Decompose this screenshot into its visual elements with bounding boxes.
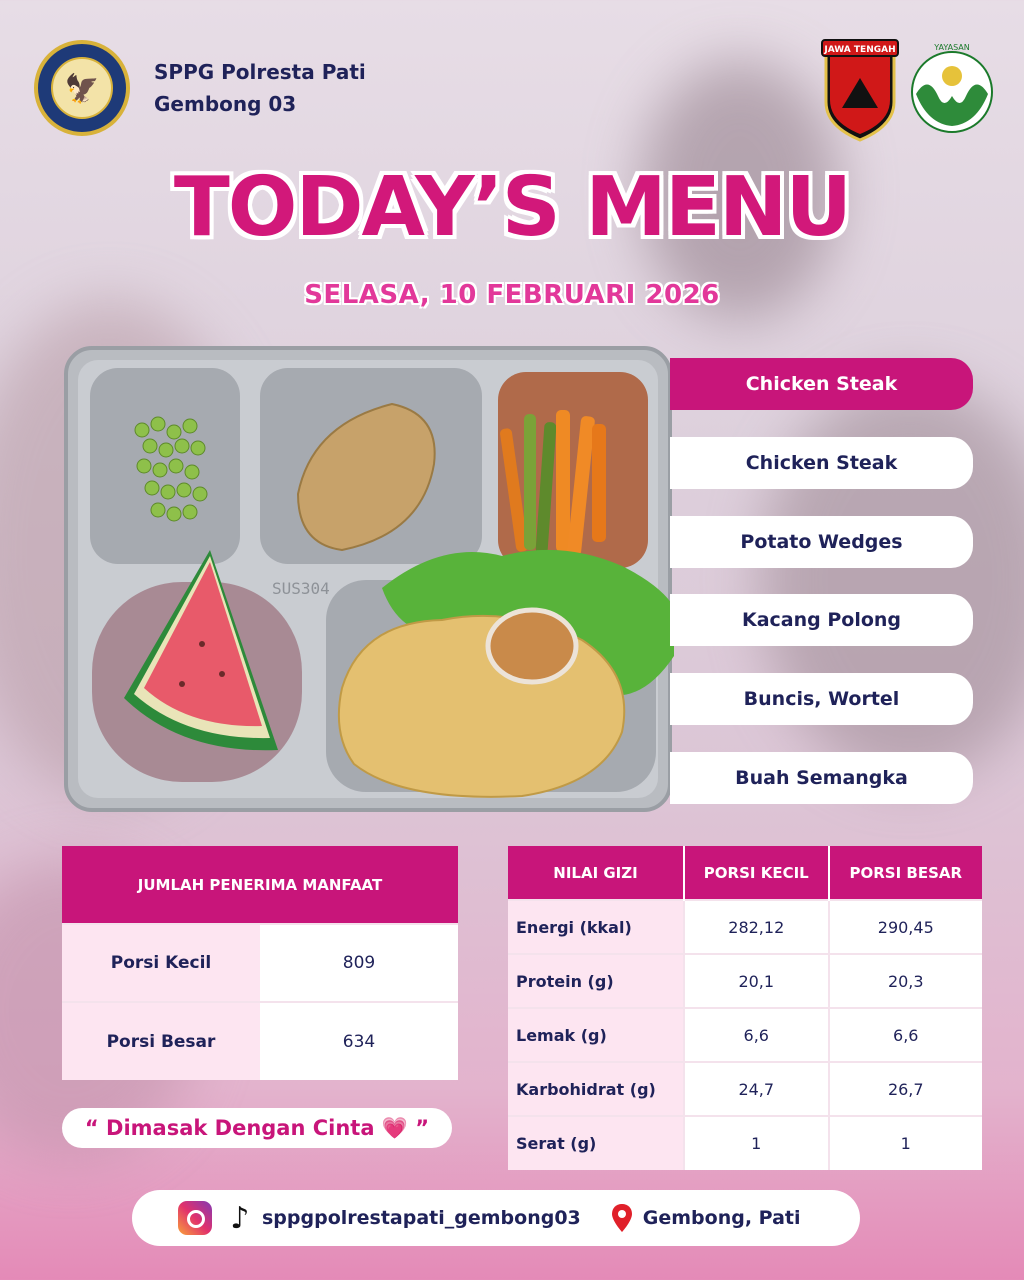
row-value: 809 — [260, 924, 458, 1002]
row-label: Porsi Besar — [62, 1002, 260, 1080]
nutrition-table — [508, 846, 982, 1170]
nutrient-small: 282,12 — [684, 900, 829, 954]
table-row — [62, 1002, 458, 1080]
table-row — [508, 1008, 982, 1062]
nutrient-label: Karbohidrat (g) — [508, 1062, 684, 1116]
table-row — [508, 954, 982, 1008]
nutrient-large: 1 — [829, 1116, 982, 1170]
garuda-emblem-icon: 🦅 — [51, 57, 113, 119]
nutrient-large: 20,3 — [829, 954, 982, 1008]
nutrient-large: 6,6 — [829, 1008, 982, 1062]
logo-text-jawa-tengah: JAWA TENGAH — [824, 45, 896, 55]
nutrient-label: Protein (g) — [508, 954, 684, 1008]
sauce-cup — [488, 610, 576, 682]
nutrition-header-label: NILAI GIZI — [508, 846, 684, 900]
nutrient-label: Serat (g) — [508, 1116, 684, 1170]
row-value: 634 — [260, 1002, 458, 1080]
jawa-tengah-police-logo — [820, 38, 900, 142]
menu-item: Potato Wedges — [670, 516, 973, 568]
logo-text-yayasan: YAYASAN — [934, 43, 970, 52]
table-row — [62, 924, 458, 1002]
menu-date: SELASA, 10 FEBRUARI 2026 — [304, 280, 720, 310]
nutrient-large: 290,45 — [829, 900, 982, 954]
menu-item: Buah Semangka — [670, 752, 973, 804]
tagline: “ Dimasak Dengan Cinta 💗 ” — [62, 1108, 452, 1148]
food-tray-photo — [62, 344, 674, 814]
location-pin-icon — [611, 1203, 633, 1233]
location-text: Gembong, Pati — [642, 1207, 801, 1229]
instagram-icon[interactable] — [178, 1201, 212, 1235]
table-row — [508, 900, 982, 954]
fried-chicken — [339, 616, 624, 797]
social-handle[interactable]: sppgpolrestapati_gembong03 — [262, 1207, 581, 1229]
tray-stamp: SUS304 — [272, 579, 330, 598]
nutrition-header-large: PORSI BESAR — [829, 846, 982, 900]
table-row — [508, 1116, 982, 1170]
page-title: TODAY’S MENU — [173, 160, 851, 255]
row-label: Porsi Kecil — [62, 924, 260, 1002]
org-name — [154, 56, 366, 120]
org-name-line1: SPPG Polresta Pati — [154, 60, 366, 84]
nutrient-small: 20,1 — [684, 954, 829, 1008]
menu-highlight: Chicken Steak — [670, 358, 973, 410]
footer-bar — [132, 1190, 860, 1246]
nutrition-header-small: PORSI KECIL — [684, 846, 829, 900]
beneficiaries-header: JUMLAH PENERIMA MANFAAT — [62, 846, 458, 924]
nutrient-small: 24,7 — [684, 1062, 829, 1116]
nutrient-small: 1 — [684, 1116, 829, 1170]
menu-item: Kacang Polong — [670, 594, 973, 646]
menu-item: Buncis, Wortel — [670, 673, 973, 725]
nutrient-label: Lemak (g) — [508, 1008, 684, 1062]
table-row — [508, 1062, 982, 1116]
menu-item: Chicken Steak — [670, 437, 973, 489]
org-name-line2: Gembong 03 — [154, 92, 297, 116]
nutrient-small: 6,6 — [684, 1008, 829, 1062]
header — [34, 40, 366, 136]
tiktok-icon[interactable]: ♪ — [230, 1200, 250, 1236]
nutrient-large: 26,7 — [829, 1062, 982, 1116]
yayasan-kemala-bhayangkari-logo — [904, 38, 1000, 142]
beneficiaries-table — [62, 846, 458, 1080]
bgn-logo — [34, 40, 130, 136]
nutrient-label: Energi (kkal) — [508, 900, 684, 954]
